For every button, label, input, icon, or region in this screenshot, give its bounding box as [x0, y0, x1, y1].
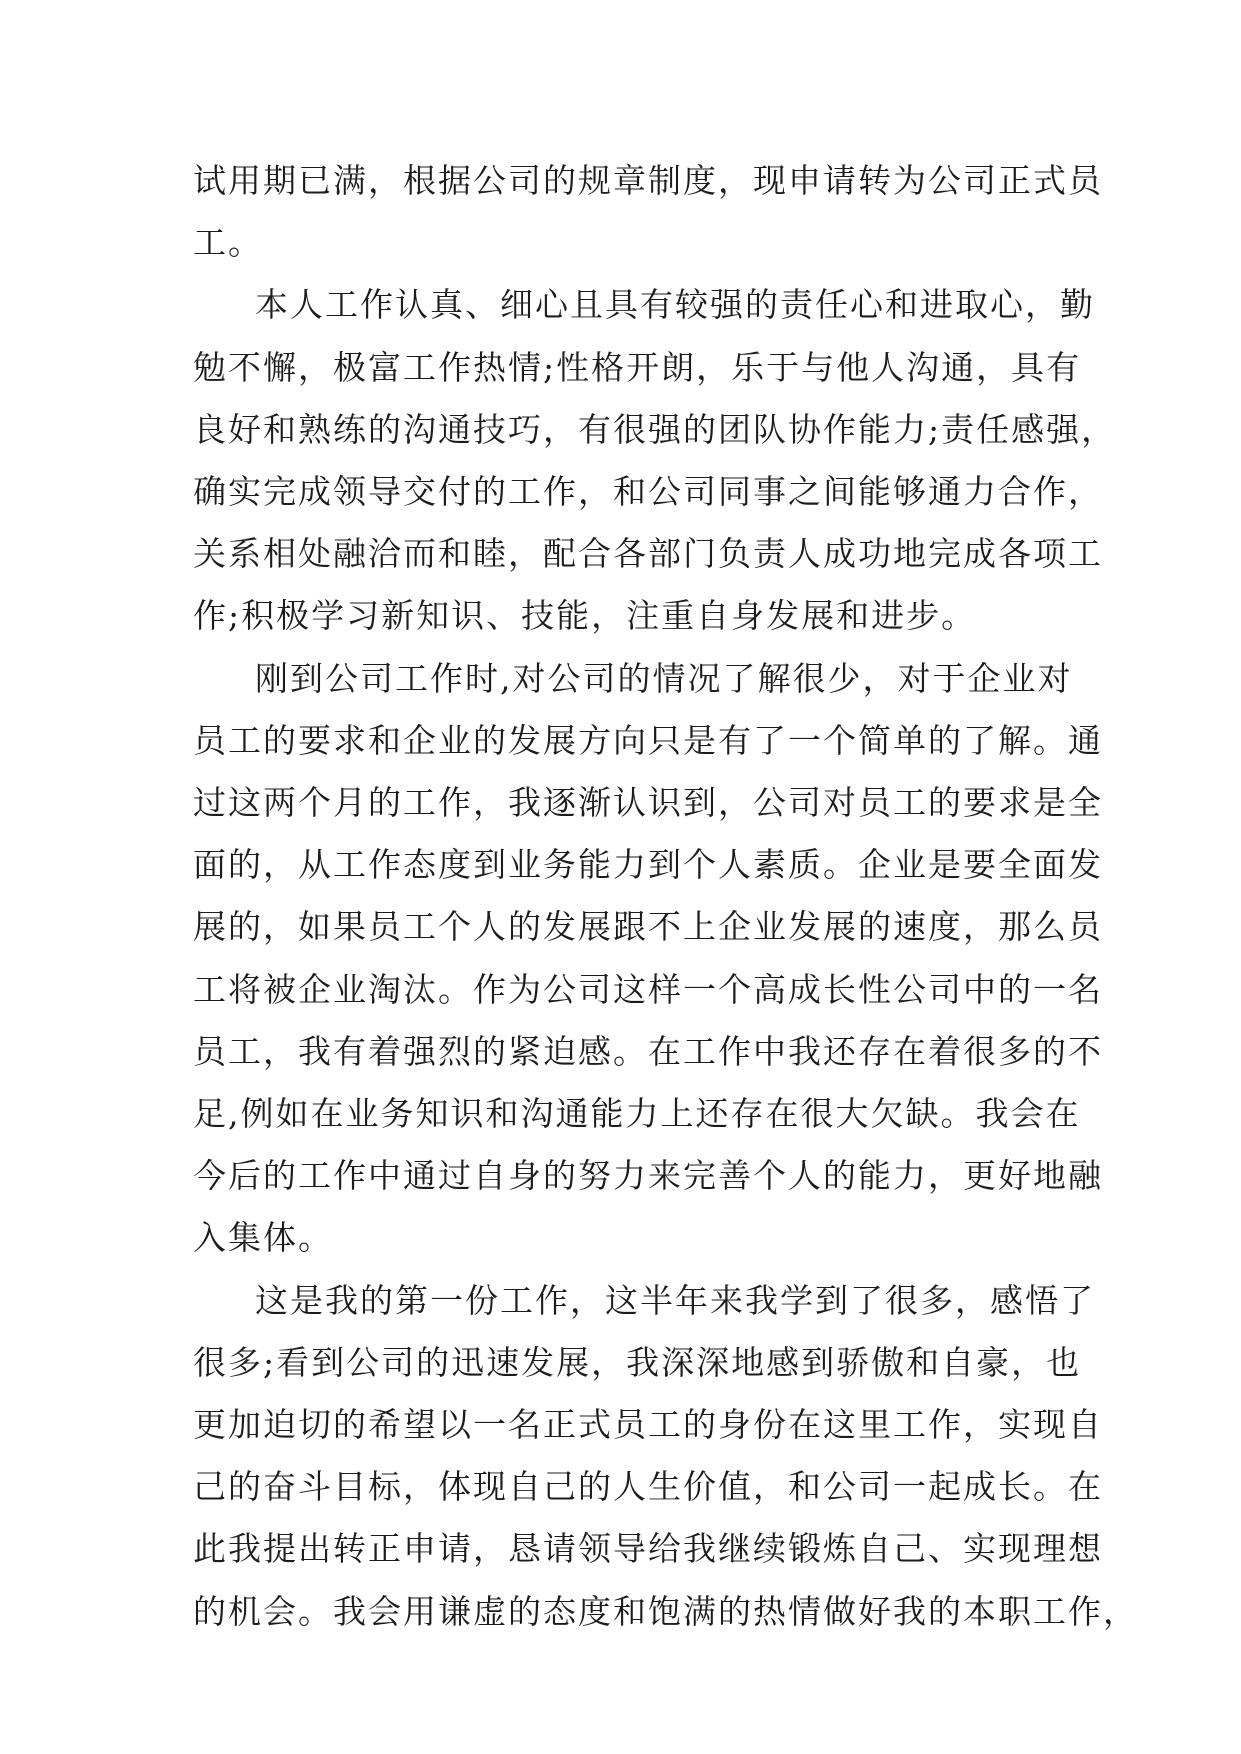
- text-line: 今后的工作中通过自身的努力来完善个人的能力，更好地融: [193, 1156, 1103, 1196]
- text-line: 足,例如在业务知识和沟通能力上还存在很大欠缺。我会在: [193, 1094, 1081, 1134]
- text-line: 良好和熟练的沟通技巧，有很强的团队协作能力;责任感强，: [193, 409, 1117, 449]
- text-line: 入集体。: [193, 1218, 333, 1258]
- text-line: 更加迫切的希望以一名正式员工的身份在这里工作，实现自: [193, 1405, 1103, 1445]
- text-line: 本人工作认真、细心且具有较强的责任心和进取心，勤: [255, 285, 1095, 325]
- text-line: 作;积极学习新知识、技能，注重自身发展和进步。: [193, 596, 977, 636]
- text-line: 关系相处融洽而和睦，配合各部门负责人成功地完成各项工: [193, 534, 1103, 574]
- text-line: 员工的要求和企业的发展方向只是有了一个简单的了解。通: [193, 720, 1103, 760]
- text-line: 工。: [193, 223, 263, 263]
- paragraph-2: [193, 274, 1117, 647]
- text-line: 这是我的第一份工作，这半年来我学到了很多，感悟了: [255, 1280, 1095, 1320]
- text-line: 试用期已满，根据公司的规章制度，现申请转为公司正式员: [193, 161, 1103, 200]
- text-line: 己的奋斗目标，体现自己的人生价值，和公司一起成长。在: [193, 1467, 1103, 1507]
- text-line: 展的，如果员工个人的发展跟不上企业发展的速度，那么员: [193, 907, 1103, 947]
- text-line: 员工，我有着强烈的紧迫感。在工作中我还存在着很多的不: [193, 1031, 1103, 1071]
- text-line: 确实完成领导交付的工作，和公司同事之间能够通力合作，: [193, 472, 1103, 512]
- text-line: 很多;看到公司的迅速发展，我深深地感到骄傲和自豪，也: [193, 1342, 1082, 1382]
- paragraph-1: [193, 150, 1103, 274]
- text-line: 的机会。我会用谦虚的态度和饱满的热情做好我的本职工作，: [193, 1591, 1138, 1631]
- paragraph-3: [193, 648, 1103, 1270]
- text-line: 工将被企业淘汰。作为公司这样一个高成长性公司中的一名: [193, 969, 1103, 1009]
- text-line: 刚到公司工作时,对公司的情况了解很少，对于企业对: [255, 658, 1073, 698]
- text-line: 过这两个月的工作，我逐渐认识到，公司对员工的要求是全: [193, 783, 1103, 823]
- paragraph-4: [193, 1270, 1138, 1643]
- text-line: 此我提出转正申请，恳请领导给我继续锻炼自己、实现理想: [193, 1529, 1103, 1569]
- text-line: 面的，从工作态度到业务能力到个人素质。企业是要全面发: [193, 845, 1103, 885]
- document-page: [193, 150, 1138, 1643]
- text-line: 勉不懈，极富工作热情;性格开朗，乐于与他人沟通，具有: [193, 347, 1082, 387]
